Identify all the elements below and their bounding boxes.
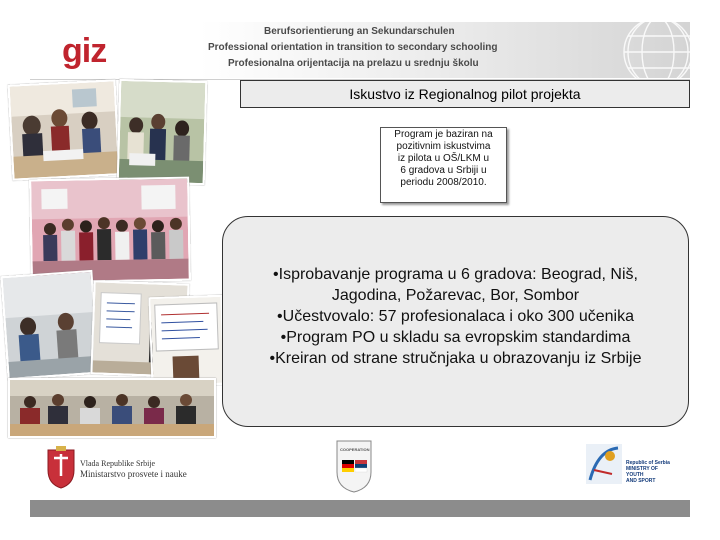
intro-line: Program je baziran na — [394, 129, 493, 140]
government-line: Vlada Republike Srbije — [80, 459, 156, 468]
classroom-photo-2 — [117, 79, 208, 185]
students-desks-photo — [8, 378, 216, 438]
header-banner — [200, 22, 690, 78]
giz-logo: giz — [62, 32, 107, 70]
classroom-photo-1 — [8, 79, 121, 181]
bullet-item: •Kreiran od strane stručnjaka u obrazovanju iz Srbije — [269, 350, 642, 367]
youth-sport-logo-text — [626, 460, 670, 484]
bullet-item: Jagodina, Požarevac, Bor, Sombor — [331, 287, 580, 304]
youth-sport-emblem-icon — [584, 440, 624, 488]
intro-line: pozitivnim iskustvima — [396, 141, 491, 152]
cooperation-shield-logo — [334, 438, 374, 494]
ministry-sport-line: Republic of Serbia — [626, 460, 670, 466]
intro-line: iz pilota u OŠ/LKM u — [397, 153, 490, 164]
ministry-education-line: Ministarstvo prosvete i nauke — [80, 469, 187, 479]
group-photo — [29, 177, 191, 284]
ministry-sport-line: AND SPORT — [626, 478, 656, 484]
bullet-item: •Program PO u skladu sa evropskim standardima — [280, 329, 631, 346]
bullet-item: •Isprobavanje programa u 6 gradova: Beograd, Niš, — [273, 266, 638, 283]
serbia-coat-of-arms-icon — [44, 446, 78, 490]
header-line-english: Professional orientation in transition to secondary schooling — [208, 42, 498, 53]
intro-text-box — [380, 127, 507, 203]
intro-line: periodu 2008/2010. — [400, 177, 487, 188]
government-logo-text — [80, 458, 187, 480]
ministry-sport-line: MINISTRY OF — [626, 466, 658, 472]
whiteboard-photo — [148, 295, 225, 388]
intro-line: 6 gradova u Srbiji u — [400, 165, 487, 176]
bullet-item: •Učestvovalo: 57 profesionalaca i oko 300 učenika — [277, 308, 634, 325]
bullet-list — [223, 264, 688, 369]
classroom-photo-3 — [0, 270, 99, 380]
header-line-serbian: Profesionalna orijentacija na prelazu u srednju školu — [228, 58, 479, 69]
ministry-sport-line: YOUTH — [626, 472, 644, 478]
cooperation-text: COOPERATION — [340, 447, 370, 452]
pilot-results-box — [222, 216, 689, 427]
page-title: Iskustvo iz Regionalnog pilot projekta — [240, 80, 690, 108]
header-line-german: Berufsorientierung an Sekundarschulen — [264, 26, 455, 37]
globe-icon — [600, 22, 690, 78]
footer-bar — [30, 500, 690, 517]
